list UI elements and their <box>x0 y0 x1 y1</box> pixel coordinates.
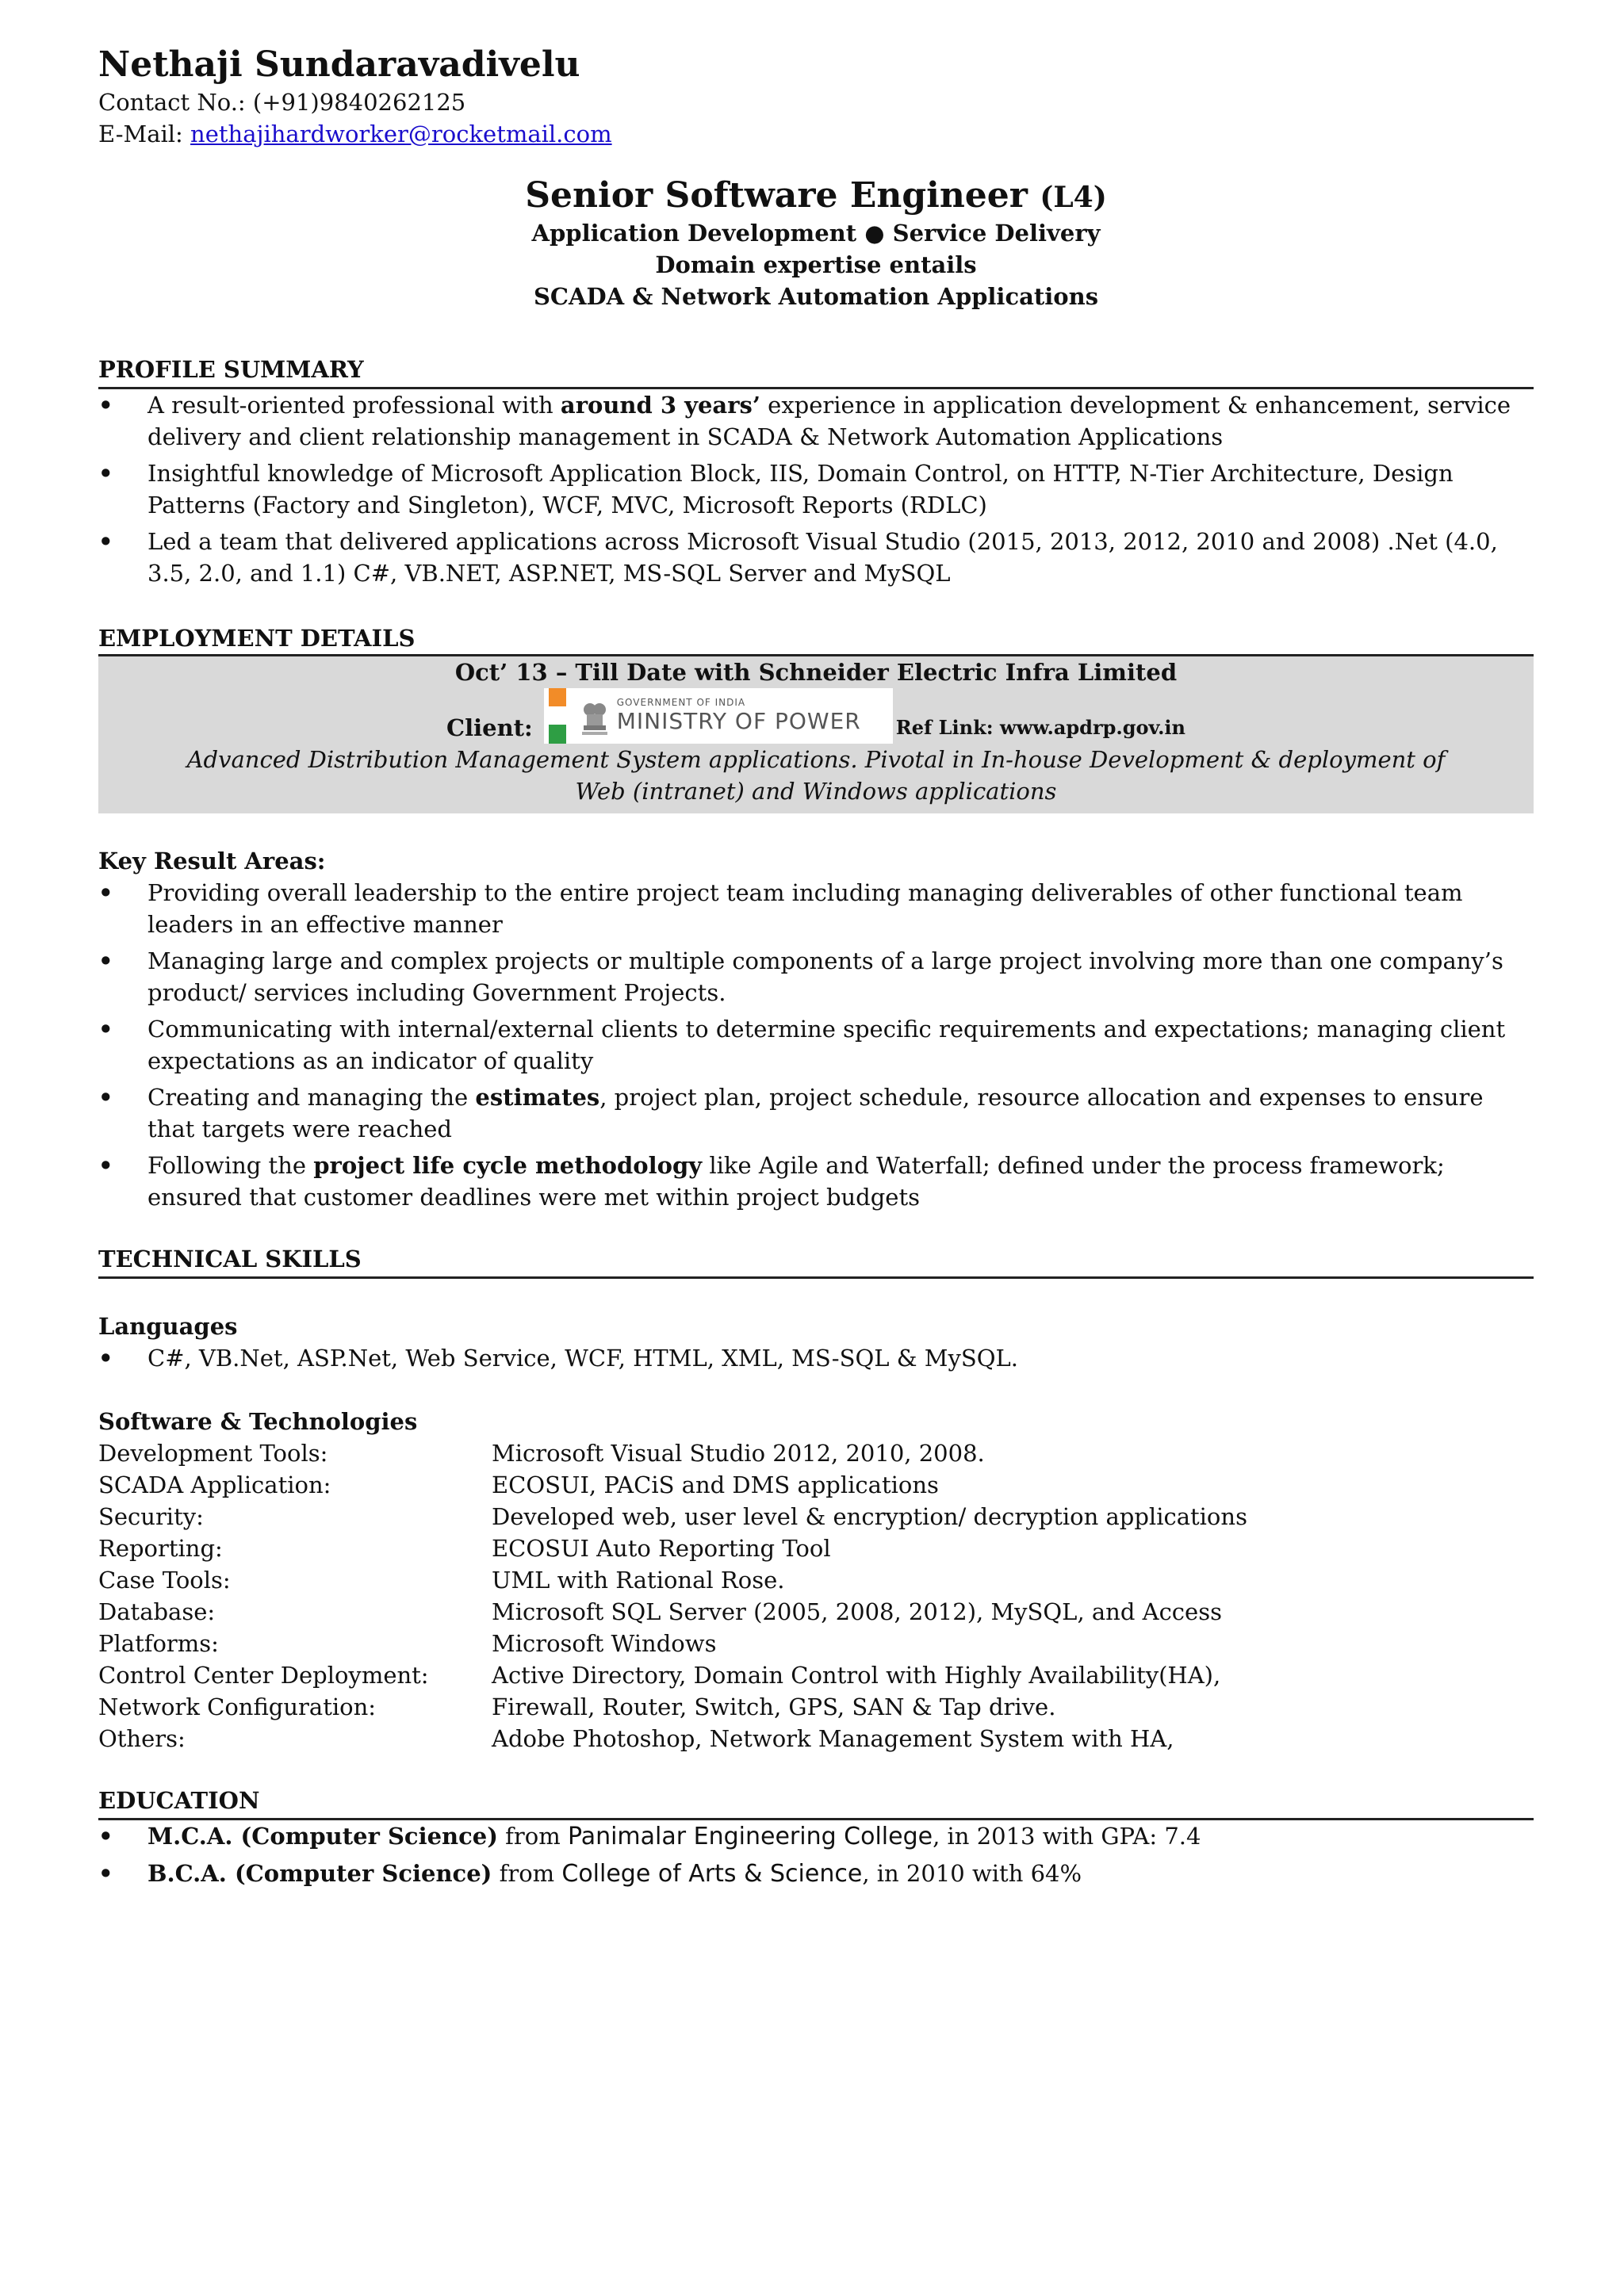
employment-desc-2: Web (intranet) and Windows applications <box>575 777 1057 805</box>
role-level: (L4) <box>1040 180 1107 214</box>
table-row <box>98 1469 1534 1501</box>
profile-summary-list <box>98 389 1534 589</box>
contact-number: (+91)9840262125 <box>252 88 466 116</box>
row-value: ECOSUI Auto Reporting Tool <box>492 1534 831 1562</box>
college-name: Panimalar Engineering College <box>567 1822 933 1850</box>
table-row <box>98 1596 1534 1628</box>
ref-link: Ref Link: www.apdrp.gov.in <box>895 715 1185 739</box>
employment-heading: EMPLOYMENT DETAILS <box>98 624 416 652</box>
row-value: UML with Rational Rose. <box>492 1566 785 1594</box>
row-key: Platforms: <box>98 1629 219 1657</box>
software-table <box>98 1437 1534 1755</box>
role-title <box>98 174 1534 217</box>
headline-line-2: Domain expertise entails <box>655 251 977 278</box>
email-line <box>98 118 1534 150</box>
languages-list <box>98 1342 1534 1374</box>
row-key: Database: <box>98 1598 216 1625</box>
table-row <box>98 1437 1534 1469</box>
headline-line-1: Application Development ● Service Delivery <box>531 219 1101 247</box>
table-row <box>98 1501 1534 1533</box>
profile-summary-heading: PROFILE SUMMARY <box>98 354 1534 389</box>
text-run: like Agile and Waterfall; defined under the process framework; ensured that customer deadlines were met within project budgets <box>147 1151 1445 1211</box>
kra-list <box>98 877 1534 1213</box>
text-run: A result-oriented professional with <box>147 391 561 419</box>
list-item: • Led a team that delivered applications across Microsoft Visual Studio (2015, 2013, 2012, 2010 and 2008) .Net (4.0, 3.5, 2.0, and 1.1) C#, VB.NET, ASP.NET, MS-SQL Server and MySQL <box>98 526 1534 589</box>
emblem-icon <box>579 694 611 738</box>
text-run: from <box>492 1859 562 1887</box>
table-row <box>98 1533 1534 1564</box>
logo-text <box>617 697 861 734</box>
row-value: Firewall, Router, Switch, GPS, SAN & Tap drive. <box>492 1693 1056 1720</box>
contact-line <box>98 86 1534 118</box>
text-run: Following the <box>147 1151 314 1179</box>
education-list <box>98 1820 1534 1890</box>
list-item: • Providing overall leadership to the entire project team including managing deliverables of other functional team leaders in an effective manner <box>98 877 1534 940</box>
text-run: experience in application development & enhancement, service delivery and client relationship management in SCADA & Network Automation Applications <box>147 391 1511 450</box>
text-run: , in 2013 with GPA: 7.4 <box>933 1822 1201 1850</box>
row-value: Developed web, user level & encryption/ decryption applications <box>492 1502 1247 1530</box>
row-value: Microsoft Windows <box>492 1629 717 1657</box>
education-heading: EDUCATION <box>98 1785 1534 1820</box>
contact-label: Contact No.: <box>98 88 246 116</box>
bold-run: project life cycle methodology <box>313 1151 703 1179</box>
employment-desc-1: Advanced Distribution Management System applications. Pivotal in In-house Development & deployment of <box>186 745 1446 773</box>
row-key: Network Configuration: <box>98 1693 377 1720</box>
degree: M.C.A. (Computer Science) <box>147 1822 498 1850</box>
bold-run: around 3 years’ <box>560 391 760 419</box>
list-item <box>98 1820 1534 1853</box>
row-key: Security: <box>98 1502 204 1530</box>
row-key: Case Tools: <box>98 1566 231 1594</box>
table-row <box>98 1564 1534 1596</box>
list-item <box>98 1081 1534 1145</box>
list-item: • C#, VB.Net, ASP.Net, Web Service, WCF, HTML, XML, MS-SQL & MySQL. <box>98 1342 1534 1374</box>
row-value: Active Directory, Domain Control with Highly Availability(HA), <box>492 1661 1221 1689</box>
languages-heading: Languages <box>98 1312 238 1340</box>
employment-period: Oct’ 13 – Till Date with Schneider Electric Infra Limited <box>454 658 1178 686</box>
row-key: SCADA Application: <box>98 1471 331 1498</box>
email-link[interactable]: nethajihardworker@rocketmail.com <box>190 120 612 147</box>
ministry-logo <box>544 688 893 744</box>
list-item: • Insightful knowledge of Microsoft Application Block, IIS, Domain Control, on HTTP, N-Tier Architecture, Design Patterns (Factory and Singleton), WCF, MVC, Microsoft Reports (RDLC) <box>98 457 1534 521</box>
headline-line-3: SCADA & Network Automation Applications <box>533 282 1099 310</box>
row-key: Reporting: <box>98 1534 223 1562</box>
technical-skills-heading: TECHNICAL SKILLS <box>98 1243 1534 1279</box>
candidate-name: Nethaji Sundaravadivelu <box>98 44 580 85</box>
software-heading: Software & Technologies <box>98 1407 418 1435</box>
email-label: E-Mail: <box>98 120 183 147</box>
row-key: Development Tools: <box>98 1439 328 1467</box>
row-value: ECOSUI, PACiS and DMS applications <box>492 1471 939 1498</box>
logo-small-text: GOVERNMENT OF INDIA <box>616 697 746 709</box>
list-item: • Communicating with internal/external clients to determine specific requirements and expectations; managing client expectations as an indicator of quality <box>98 1013 1534 1077</box>
list-item <box>98 389 1534 453</box>
logo-big-text: MINISTRY OF POWER <box>616 708 861 735</box>
row-value: Microsoft Visual Studio 2012, 2010, 2008. <box>492 1439 985 1467</box>
row-key: Others: <box>98 1724 186 1752</box>
row-value: Adobe Photoshop, Network Management System with HA, <box>492 1724 1174 1752</box>
text-run: , project plan, project schedule, resource allocation and expenses to ensure that targets were reached <box>147 1083 1484 1142</box>
row-key: Control Center Deployment: <box>98 1661 429 1689</box>
resume-page <box>98 44 1534 1895</box>
list-item: • Managing large and complex projects or multiple components of a large project involving more than one company’s product/ services including Government Projects. <box>98 945 1534 1008</box>
list-item <box>98 1150 1534 1213</box>
row-value: Microsoft SQL Server (2005, 2008, 2012), MySQL, and Access <box>492 1598 1222 1625</box>
table-row <box>98 1723 1534 1755</box>
text-run: from <box>497 1822 568 1850</box>
list-item <box>98 1858 1534 1890</box>
college-name: College of Arts & Science <box>561 1859 863 1888</box>
bold-run: estimates <box>475 1083 600 1111</box>
kra-heading: Key Result Areas: <box>98 847 326 874</box>
degree: B.C.A. (Computer Science) <box>147 1859 492 1887</box>
role-name: Senior Software Engineer <box>525 174 1028 216</box>
table-row <box>98 1659 1534 1691</box>
employment-box <box>98 654 1534 813</box>
table-row <box>98 1691 1534 1723</box>
client-label: Client: <box>446 714 533 741</box>
client-row <box>98 688 1534 744</box>
table-row <box>98 1628 1534 1659</box>
text-run: Creating and managing the <box>147 1083 476 1111</box>
headline-block <box>98 174 1534 312</box>
text-run: , in 2010 with 64% <box>862 1859 1082 1887</box>
flag-icon <box>549 688 566 744</box>
